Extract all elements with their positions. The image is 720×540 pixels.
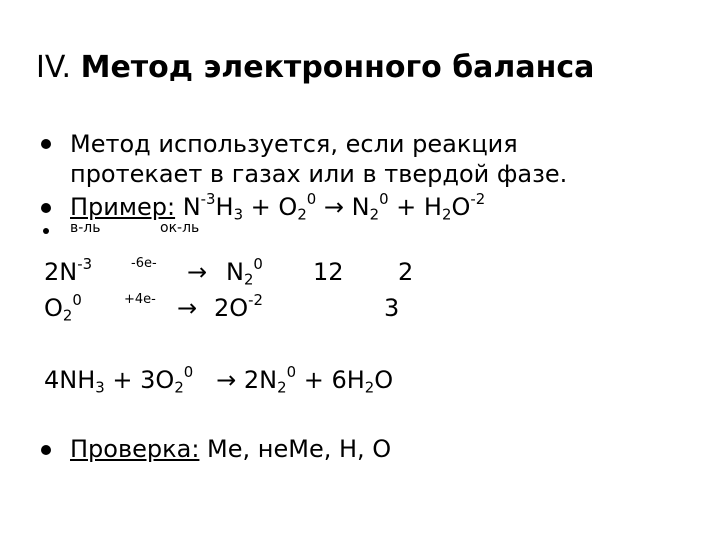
example-reaction: $N^{-3}H_3 + O_2^0 \to N_2^0 + H_2O^{-2}$ — [182, 189, 486, 224]
half-reaction-2-arrow: → — [177, 294, 198, 322]
final-equation: $4NH_3 + 3O_2^0$ → $2N_2^0 + 6H_2O$ — [44, 362, 394, 397]
bullet-icon — [41, 445, 51, 455]
half-reaction-2-electrons: +4e- — [124, 292, 156, 307]
half-reaction-1-left: $2N^{-3}$ — [44, 254, 93, 286]
check-text: Ме, неМе, Н, О — [207, 435, 392, 463]
half-reaction-2-right: $2O^{-2}$ — [214, 290, 264, 322]
half-reaction-1-factor: 2 — [398, 258, 414, 286]
check-label: Проверка: — [70, 435, 200, 463]
small-bullet-icon — [43, 228, 49, 234]
bullet-line-2: протекает в газах или в твердой фазе. — [70, 160, 568, 188]
half-reaction-2-left: $O_2^0$ — [44, 290, 82, 325]
slide-title — [36, 50, 594, 86]
title-number: IV. — [36, 50, 72, 85]
bullet-icon — [41, 139, 51, 149]
half-reaction-1-lcm: 12 — [313, 258, 344, 286]
role-oxidant: ок-ль — [160, 220, 200, 236]
half-reaction-1-arrow: → — [187, 258, 208, 286]
half-reaction-1-electrons: -6e- — [131, 256, 157, 271]
half-reaction-2-factor: 3 — [384, 294, 400, 322]
example-line — [70, 189, 486, 224]
bullet-line-1: Метод используется, если реакция — [70, 130, 518, 158]
bullet-icon — [41, 203, 51, 213]
check-line — [70, 435, 391, 463]
title-text: Метод электронного баланса — [80, 50, 595, 85]
half-reaction-1-right: $N_2^0$ — [226, 254, 263, 289]
role-reductant: в-ль — [70, 220, 101, 236]
example-label: Пример: — [70, 193, 176, 221]
